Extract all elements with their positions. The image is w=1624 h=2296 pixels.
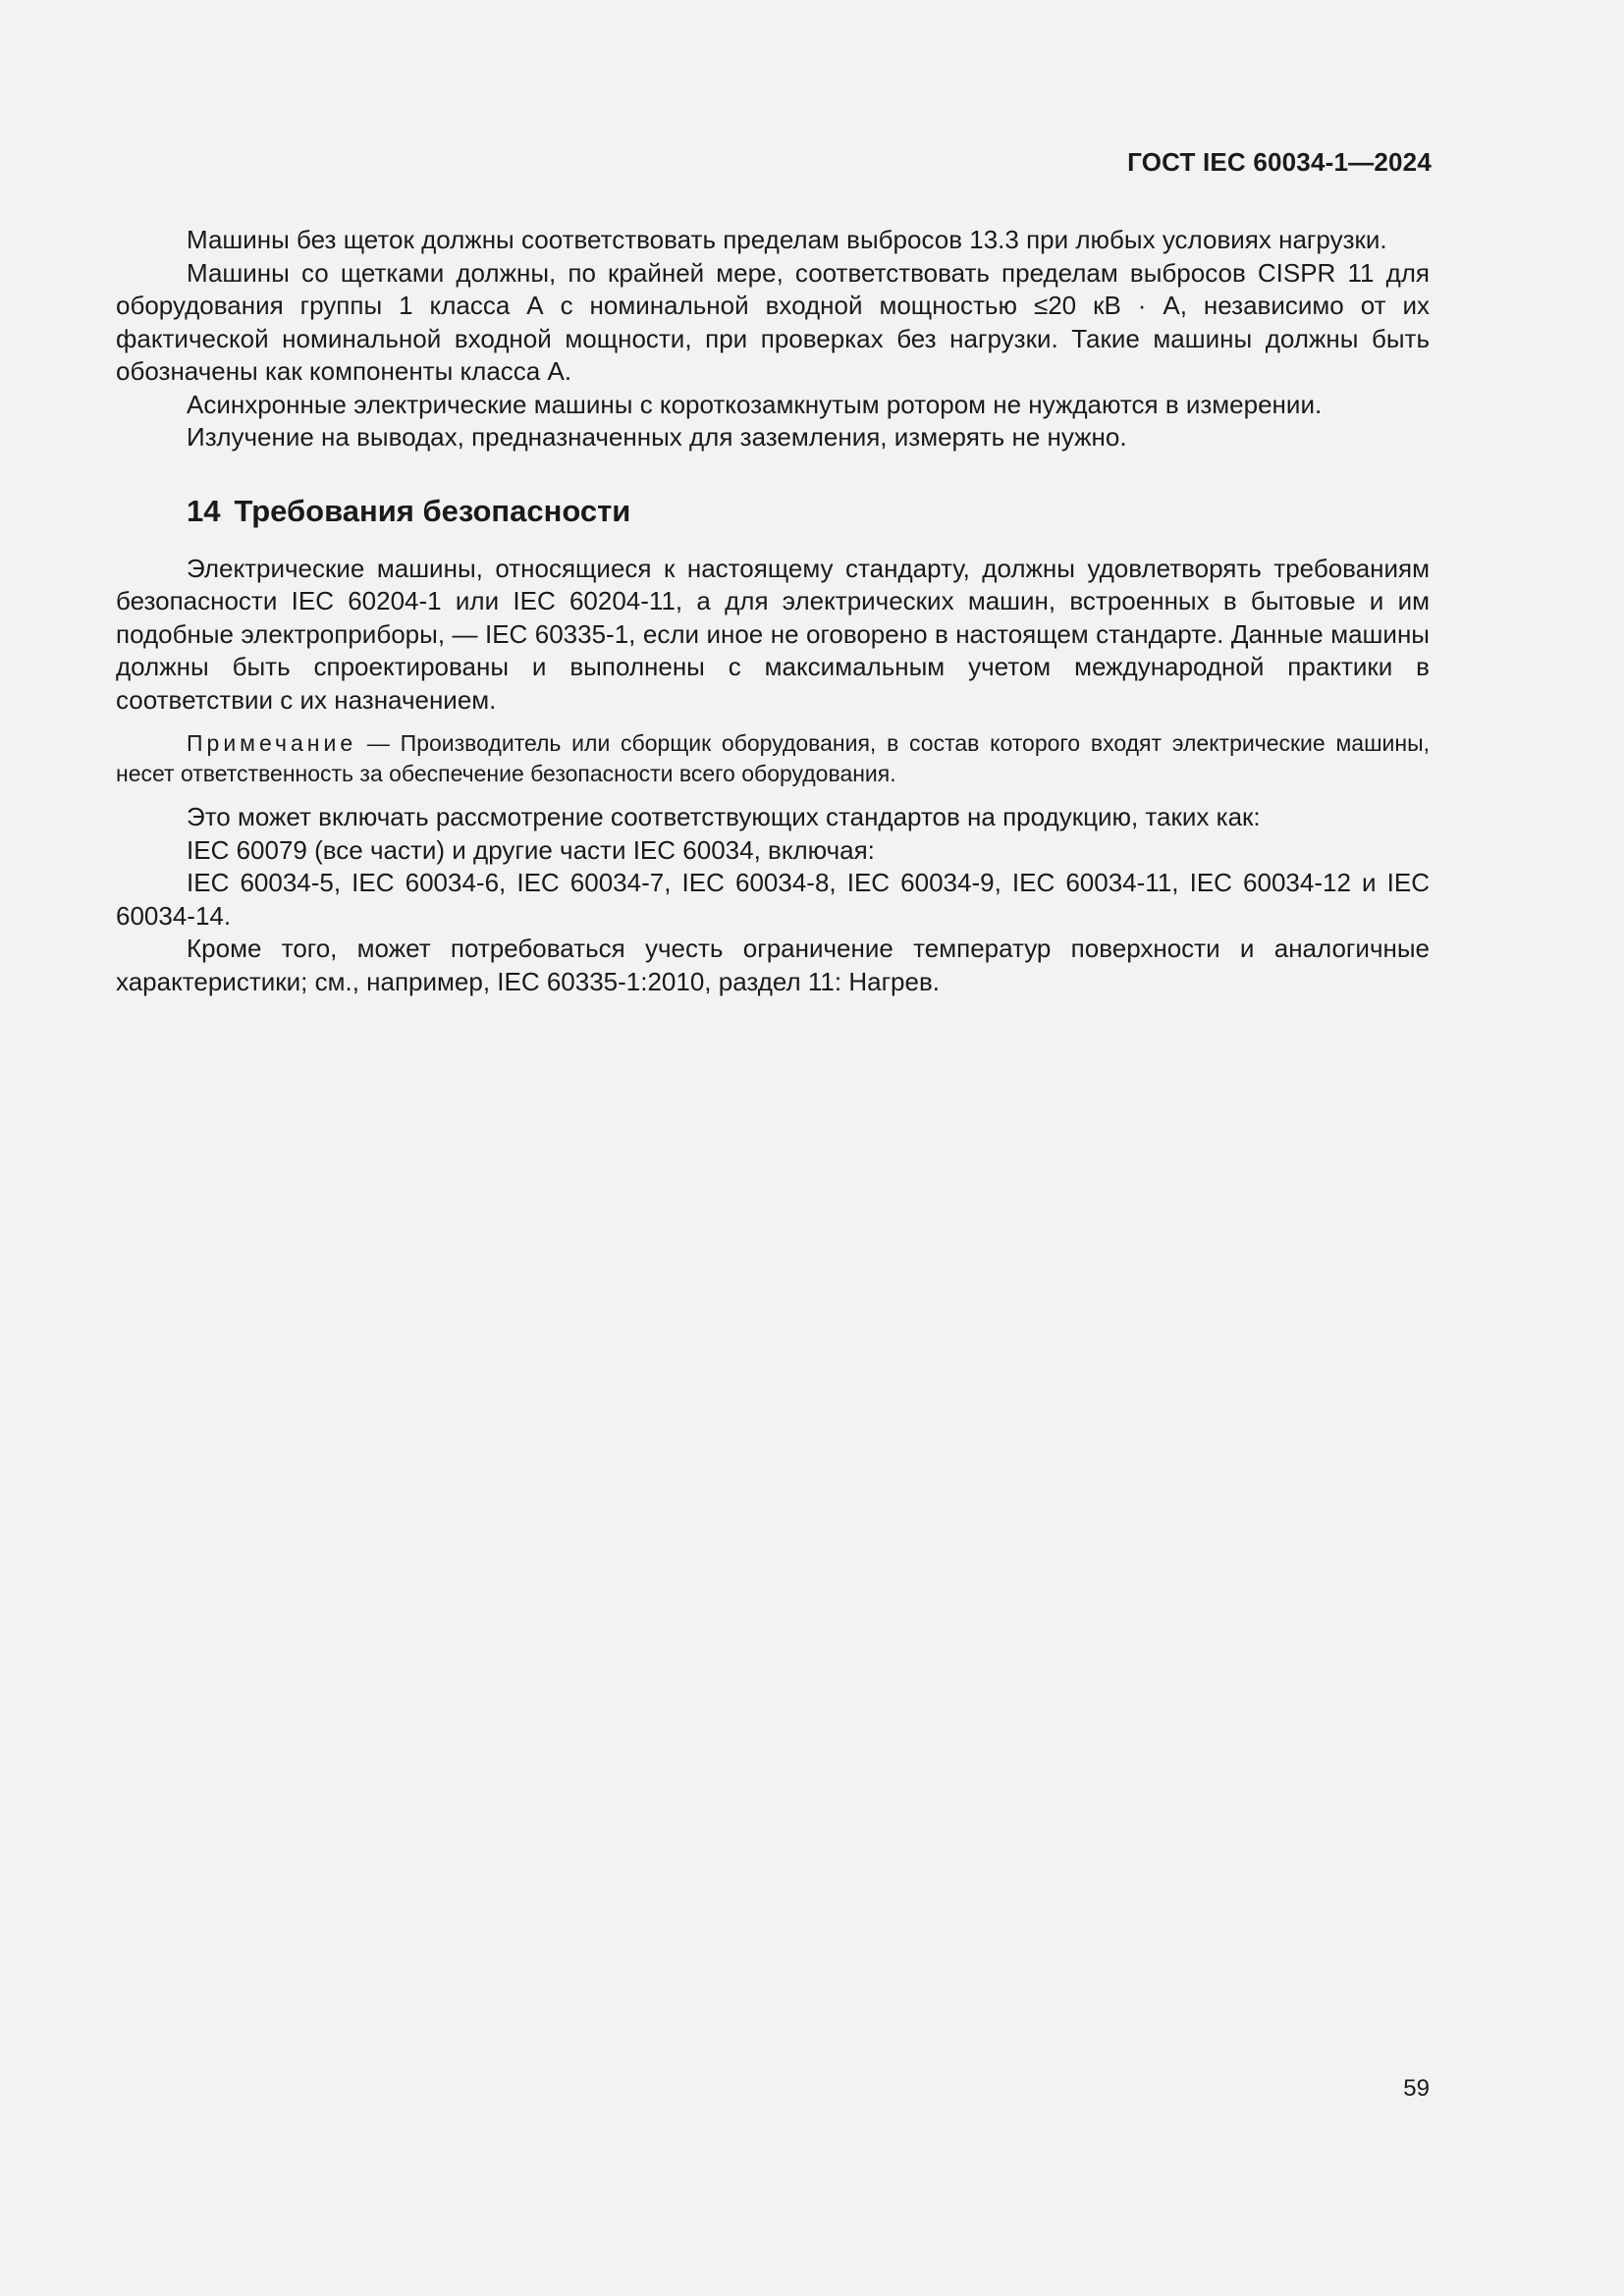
paragraph-safety-requirements: Электрические машины, относящиеся к настоящему стандарту, должны удовлетворять требованиям безопасности IEC 60204-1 или IEC 60204-11, а для электрических машин, встроенных в бытовые и им подобные электроприборы, — IEC 60335-1, если иное не оговорено в настоящем стандарте. Данные машины должны быть спроектированы и выполнены с максимальным учетом международной практики в соответствии с их назначением. [116,553,1430,715]
paragraph-surface-temperature: Кроме того, может потребоваться учесть ограничение температур поверхности и аналогичные характеристики; см., например, IEC 60335-1:2010, раздел 11: Нагрев. [116,934,1430,996]
note-text: — Производитель или сборщик оборудования, в состав которого входят электрические машины, несет ответственность за обеспечение безопасности всего оборудования. [116,730,1430,786]
paragraph-brushed: Машины со щетками должны, по крайней мере, соответствовать пределам выбросов CISPR 11 для оборудования группы 1 класса А с номинальной входной мощностью ≤20 кВ · А, независимо от их фактической номинальной входной мощности, при проверках без нагрузки. Такие машины должны быть обозначены как компоненты класса А. [116,257,1430,386]
section-number: 14 [187,493,221,528]
note-label: Примечание [187,730,357,756]
note [116,728,1430,789]
page-number: 59 [1403,2075,1430,2102]
paragraph-product-standards: Это может включать рассмотрение соответствующих стандартов на продукцию, таких как: [187,802,1261,831]
section-heading [116,492,1430,531]
section-title: Требования безопасности [234,493,631,528]
paragraph-iec-60034-list: IEC 60034-5, IEC 60034-6, IEC 60034-7, IEC 60034-8, IEC 60034-9, IEC 60034-11, IEC 60034-12 и IEC 60034-14. [116,868,1430,931]
paragraph-grounding: Излучение на выводах, предназначенных для заземления, измерять не нужно. [187,422,1127,452]
document-header: ГОСТ IEC 60034-1—2024 [1127,147,1432,177]
page-content [116,224,1430,998]
paragraph-iec-60079: IEC 60079 (все части) и другие части IEC 60034, включая: [187,834,875,865]
paragraph-squirrel-cage: Асинхронные электрические машины с короткозамкнутым ротором не нуждаются в измерении. [187,389,1323,419]
paragraph-brushless: Машины без щеток должны соответствовать пределам выбросов 13.3 при любых условиях нагрузки. [187,225,1387,254]
